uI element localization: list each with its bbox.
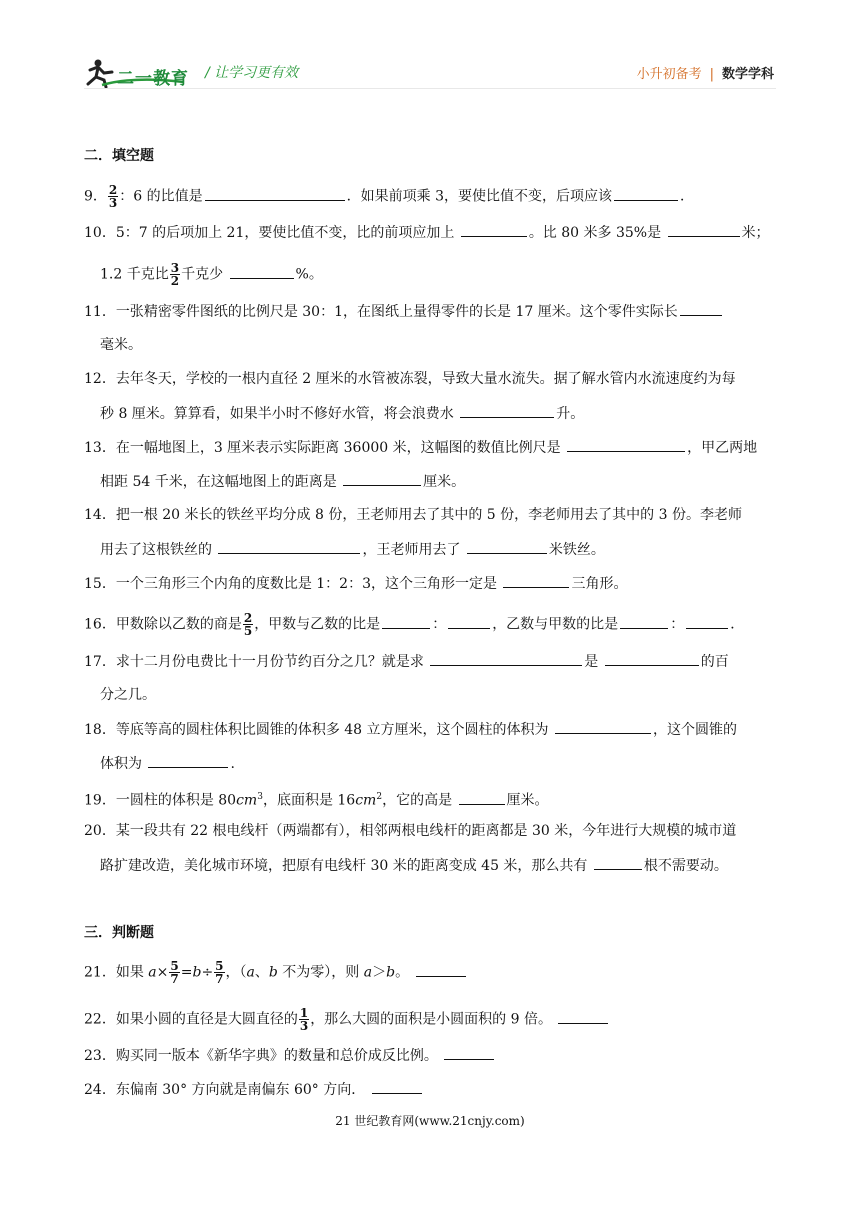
text: 不为零），则 [277,964,364,981]
question-number: 13． [84,440,116,456]
text: ，王老师用去了 [362,542,461,558]
question-17-cont [100,685,156,705]
exponent: 3 [257,792,263,802]
variable: a [363,964,373,981]
text: 甲数除以乙数的商是 [115,616,242,633]
question-18-cont [100,753,235,774]
question-22 [84,1007,778,1032]
text: ，（ [225,964,247,981]
text: 去年冬天，学校的一根内直径 2 厘米的水管被冻裂，导致大量水流失。据了解水管内水流速度约为每 [115,371,736,387]
text: ，那么大圆的面积是小圆面积的 9 倍。 [310,1011,552,1028]
question-14 [84,505,778,525]
answer-blank[interactable] [459,790,505,805]
answer-blank[interactable] [382,614,430,629]
answer-blank[interactable] [558,1009,608,1024]
answer-blank[interactable] [614,186,678,201]
question-20-cont [100,855,728,876]
variable: a [246,964,255,981]
text: 一张精密零件图纸的比例尺是 30：1，在图纸上量得零件的长是 17 厘米。这个零件实际长 [115,304,678,320]
text: 。 [395,964,410,981]
question-17 [84,651,778,672]
text: 1.2 千克比 [100,266,169,283]
text: 千克少 [181,266,224,283]
question-13 [84,437,778,458]
answer-blank[interactable] [448,614,490,629]
text: 。比 80 米多 35%是 [528,225,662,241]
answer-blank[interactable] [620,614,668,629]
text: 在一幅地图上，3 厘米表示实际距离 36000 米，这幅图的数值比例尺是 [115,440,561,456]
question-15 [84,573,778,594]
subject-name: 数学学科 [721,67,774,82]
text: 厘米。 [506,792,549,809]
text: 某一段共有 22 根电线杆（两端都有），相邻两根电线杆的距离都是 30 米，今年进行大规模的城市道 [115,823,737,839]
question-12-cont [100,403,584,424]
question-13-cont [100,471,465,492]
text: ： [670,616,685,633]
text: 等底等高的圆柱体积比圆锥的体积多 48 立方厘米，这个圆柱的体积为 [115,722,549,738]
text: ，这个圆锥的 [653,722,737,738]
question-10 [84,222,778,243]
variable: a [148,964,157,981]
text: ．如果前项乘 3，要使比值不变，后项应该 [346,188,612,205]
text: ． [730,616,745,633]
answer-blank[interactable] [430,651,582,666]
fraction: $\frac{5}{7}$ [170,959,179,986]
question-19 [84,787,778,811]
question-number: 12． [84,371,116,387]
slogan: / 让学习更有效 [205,65,299,81]
text: 东偏南 30° 方向就是南偏东 60° 方向． [115,1082,366,1098]
logo-text: 二一教育 [117,69,189,89]
answer-blank[interactable] [230,264,294,279]
text: 体积为 [100,756,142,772]
text: = [180,964,193,981]
question-9 [84,184,778,209]
question-number: 22． [84,1011,116,1028]
answer-blank[interactable] [503,573,569,588]
question-number: 11． [84,304,116,320]
text: 是 [584,654,599,670]
answer-blank[interactable] [668,222,740,237]
answer-blank[interactable] [686,614,728,629]
question-number: 20． [84,823,116,839]
question-23 [84,1045,778,1066]
question-number: 18． [84,722,116,738]
text: 把一根 20 米长的铁丝平均分成 8 份，王老师用去了其中的 5 份，李老师用去了其中的 3 份。李老师 [115,507,742,523]
question-12 [84,369,778,389]
answer-blank[interactable] [680,301,722,316]
text: ，甲乙两地 [687,440,758,456]
answer-blank[interactable] [416,962,466,977]
answer-blank[interactable] [461,222,527,237]
text: 用去了这根铁丝的 [100,542,212,558]
answer-blank[interactable] [444,1045,494,1060]
section-title-judge: 三．判断题 [84,925,154,941]
text: . [230,756,235,772]
variable: b [268,964,278,981]
text: 路扩建改造，美化城市环境，把原有电线杆 30 米的距离变成 45 米，那么共有 [100,858,588,874]
unit: cm [236,792,258,809]
text: ÷ [201,964,214,981]
text: ，乙数与甲数的比是 [492,616,619,633]
question-number: 21． [84,964,116,981]
answer-blank[interactable] [205,186,345,201]
text: 分之几。 [100,687,156,703]
text: 求十二月份电费比十一月份节约百分之几？就是求 [115,654,424,670]
text: %。 [295,266,323,283]
header-divider: | [709,67,714,82]
text: × [156,964,169,981]
question-21 [84,960,778,985]
header-rule [84,88,776,89]
answer-blank[interactable] [467,539,547,554]
answer-blank[interactable] [460,403,554,418]
text: 三角形。 [571,576,628,592]
exponent: 2 [376,792,383,802]
question-number: 10． [84,225,116,241]
text: ，它的高是 [382,792,453,809]
text: ． [680,188,694,205]
variable: b [192,964,202,981]
question-18 [84,719,778,740]
question-11-cont [100,335,142,355]
question-10-cont [100,262,323,287]
answer-blank[interactable] [555,719,651,734]
text: 毫米。 [100,337,142,353]
question-24 [84,1079,778,1100]
header-subject [637,63,774,82]
answer-blank[interactable] [605,651,699,666]
text: ：6 的比值是 [119,188,203,205]
question-number: 24． [84,1082,116,1098]
fraction: $\frac{3}{2}$ [170,261,180,288]
text: ＞ [372,964,387,981]
text: 、 [254,964,269,981]
page-header [0,0,860,100]
text: 米铁丝。 [548,542,605,558]
question-number: 9． [84,188,107,205]
question-20 [84,821,778,841]
answer-blank[interactable] [343,471,421,486]
answer-blank[interactable] [218,539,360,554]
question-16 [84,612,778,637]
answer-blank[interactable] [372,1079,422,1094]
variable: b [386,964,396,981]
text: ，底面积是 16 [262,792,356,809]
text: 购买同一版本《新华字典》的数量和总价成反比例。 [115,1048,438,1064]
question-number: 19． [84,792,116,809]
exam-type: 小升初备考 [636,67,702,82]
text: 相距 54 千米，在这幅地图上的距离是 [100,474,337,490]
question-11 [84,301,778,322]
fraction: $\frac{1}{3}$ [299,1006,309,1033]
question-number: 17． [84,654,116,670]
question-number: 16． [84,616,116,633]
text: 5：7 的后项加上 21，要使比值不变，比的前项应加上 [115,225,455,241]
text: 秒 8 厘米。算算看，如果半小时不修好水管，将会浪费水 [100,406,454,422]
section-title-fill: 二．填空题 [84,148,154,164]
question-14-cont [100,539,605,560]
text: 米； [741,225,770,241]
unit: cm [355,792,377,809]
text: ，甲数与乙数的比是 [254,616,381,633]
fraction: $\frac{5}{7}$ [215,959,224,986]
question-number: 15． [84,576,116,592]
text: 如果小圆的直径是大圆直径的 [115,1011,298,1028]
text: 一圆柱的体积是 80 [115,792,237,809]
text: 一个三角形三个内角的度数比是 1：2：3，这个三角形一定是 [115,576,497,592]
answer-blank[interactable] [567,437,685,452]
text: 如果 [115,964,149,981]
text: 的百 [700,654,729,670]
answer-blank[interactable] [594,855,642,870]
question-number: 23． [84,1048,116,1064]
fraction: $\frac{2}{5}$ [243,611,253,638]
page-footer: 21 世纪教育网(www.21cnjy.com) [335,1114,525,1128]
text: 根不需要动。 [643,858,728,874]
answer-blank[interactable] [148,753,228,768]
text: ： [432,616,447,633]
text: 厘米。 [423,474,466,490]
text: 升。 [556,406,585,422]
fraction: $\frac{2}{3}$ [108,183,118,210]
question-number: 14． [84,507,116,523]
